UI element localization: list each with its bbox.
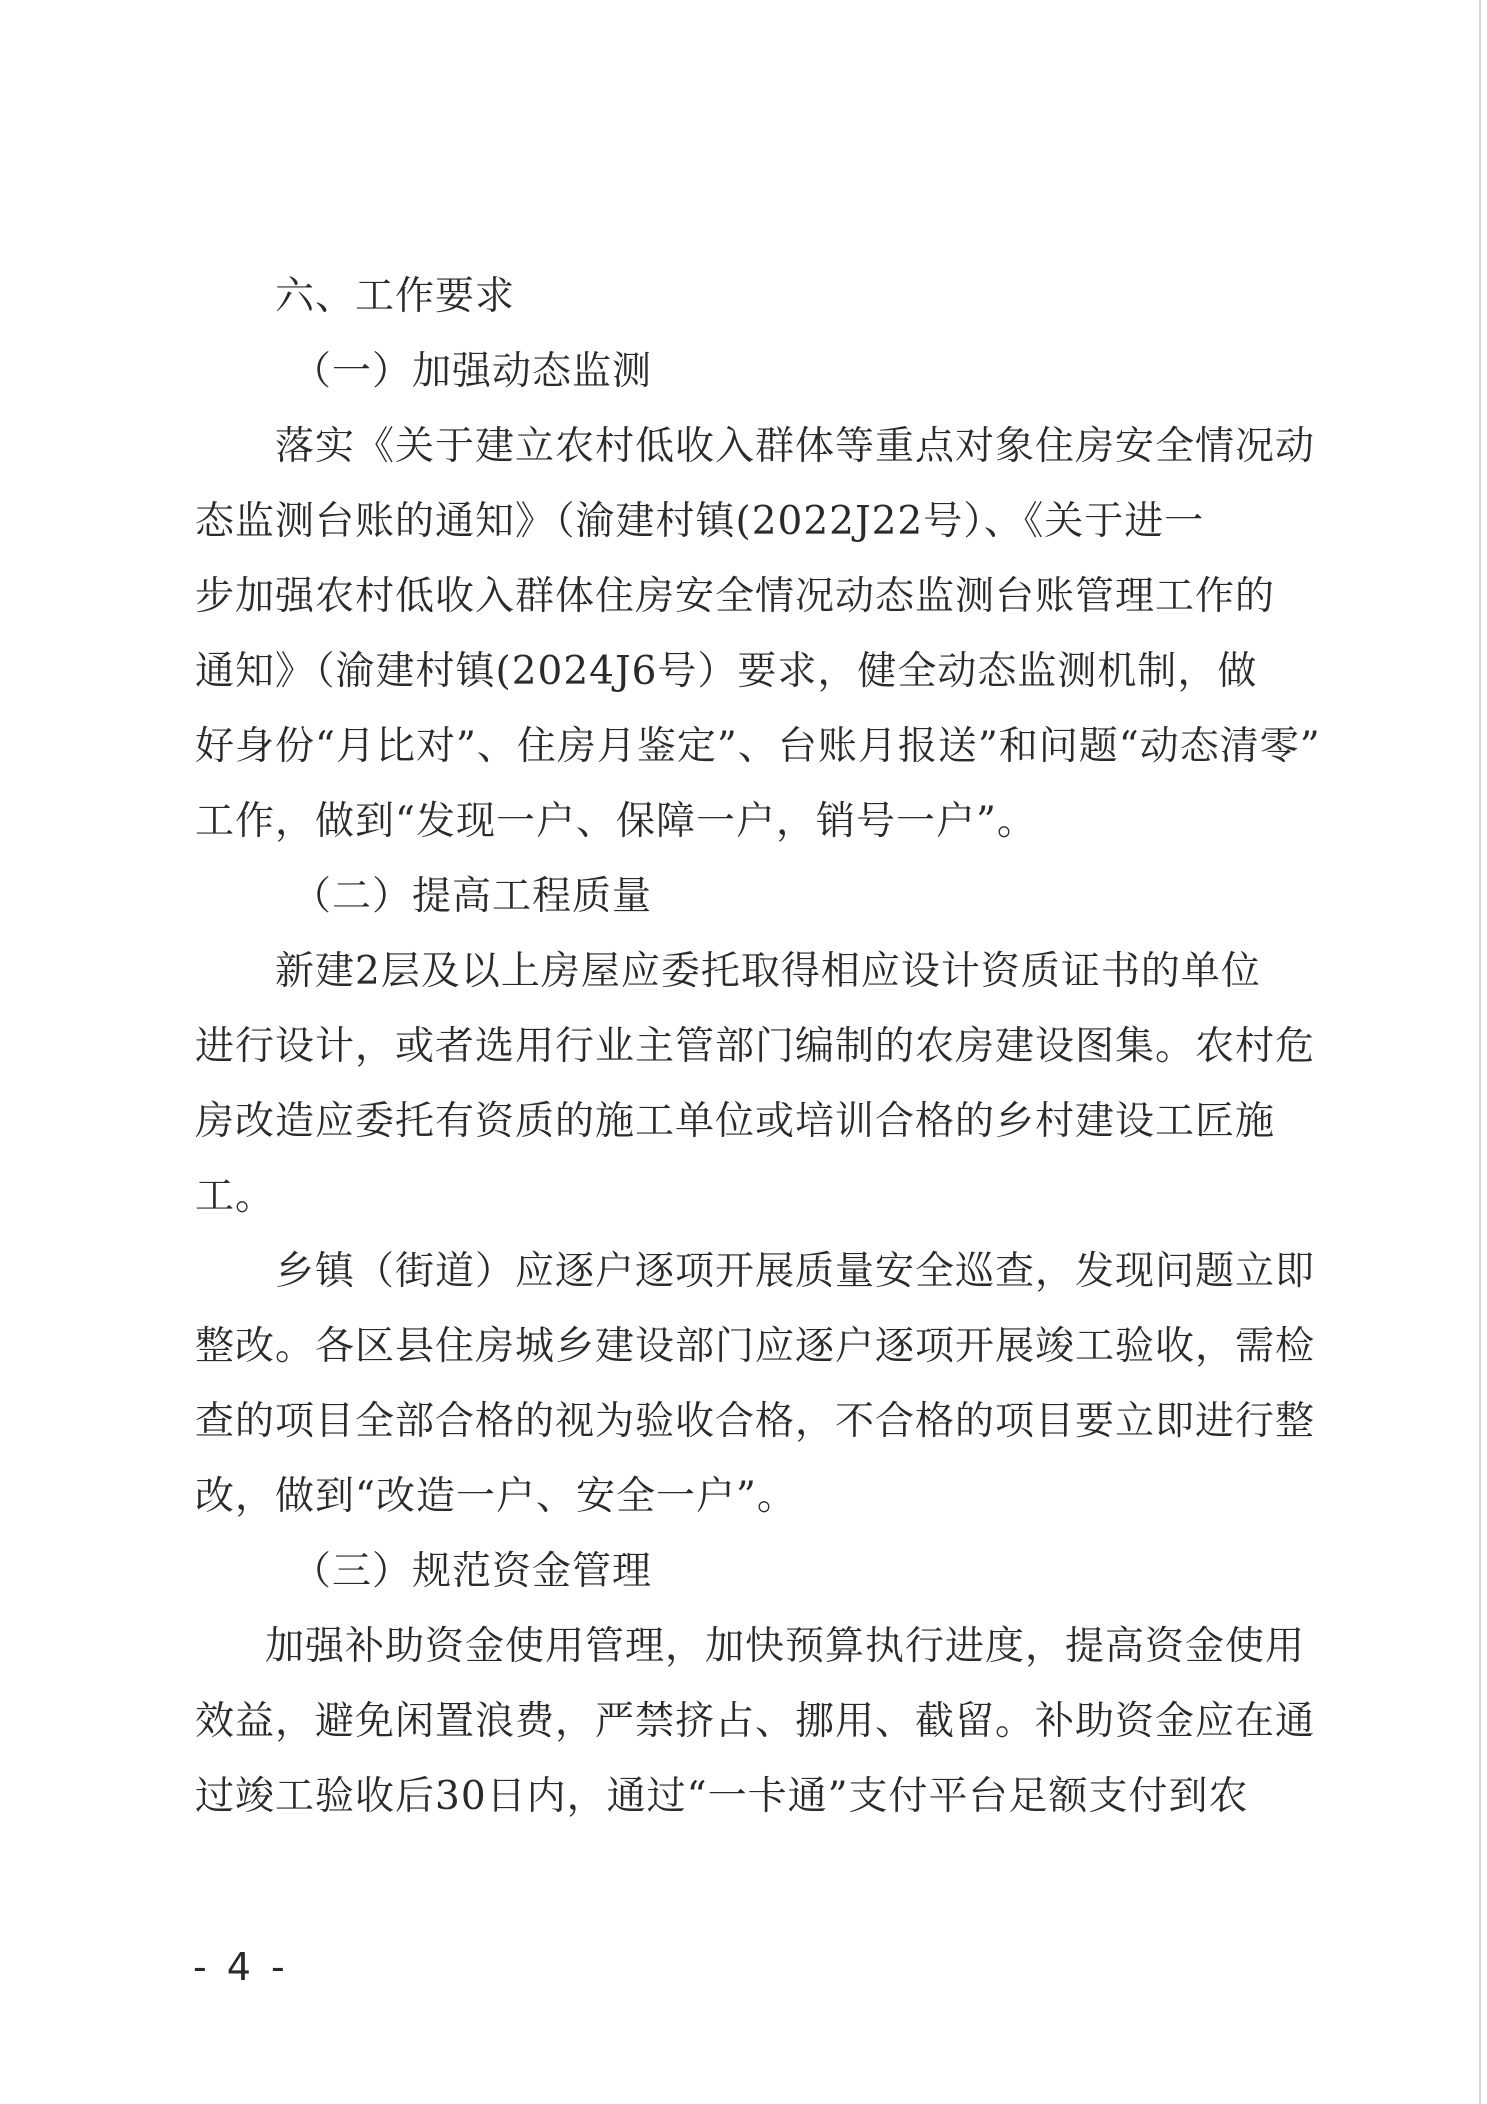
paragraph-line: 效益，避免闲置浪费，严禁挤占、挪用、截留。补助资金应在通 [195,1699,1316,1744]
paragraph-line: 通知》（渝建村镇(2024J6号）要求，健全动态监测机制，做 [195,649,1258,694]
subsection-heading: （一）加强动态监测 [292,349,653,394]
subsection-heading: （二）提高工程质量 [292,874,653,919]
paragraph-line: 查的项目全部合格的视为验收合格，不合格的项目要立即进行整 [195,1399,1316,1444]
paragraph-line: 进行设计，或者选用行业主管部门编制的农房建设图集。农村危 [195,1024,1316,1069]
paragraph-line: 好身份“月比对”、住房月鉴定”、台账月报送”和问题“动态清零” [195,724,1321,769]
paragraph-line: 工。 [195,1174,276,1219]
scan-edge-line [1479,0,1481,2104]
paragraph-line: 步加强农村低收入群体住房安全情况动态监测台账管理工作的 [195,574,1276,619]
paragraph-line: 加强补助资金使用管理，加快预算执行进度，提高资金使用 [265,1624,1306,1669]
paragraph-line: 乡镇（街道）应逐户逐项开展质量安全巡查，发现问题立即 [275,1249,1316,1294]
paragraph-line: 房改造应委托有资质的施工单位或培训合格的乡村建设工匠施 [195,1099,1276,1144]
page-number: - 4 - [193,1945,289,1989]
subsection-heading: （三）规范资金管理 [292,1549,653,1594]
paragraph-line: 过竣工验收后30日内，通过“一卡通”支付平台足额支付到农 [195,1774,1249,1819]
paragraph-line: 态监测台账的通知》（渝建村镇(2022J22号）、《关于进一 [195,499,1205,544]
paragraph-line: 落实《关于建立农村低收入群体等重点对象住房安全情况动 [275,424,1316,469]
paragraph-line: 整改。各区县住房城乡建设部门应逐户逐项开展竣工验收，需检 [195,1324,1316,1369]
paragraph-line: 新建2层及以上房屋应委托取得相应设计资质证书的单位 [275,949,1261,994]
paragraph-line: 工作，做到“发现一户、保障一户，销号一户”。 [195,799,1037,844]
section-heading: 六、工作要求 [275,274,516,319]
paragraph-line: 改，做到“改造一户、安全一户”。 [195,1474,797,1519]
